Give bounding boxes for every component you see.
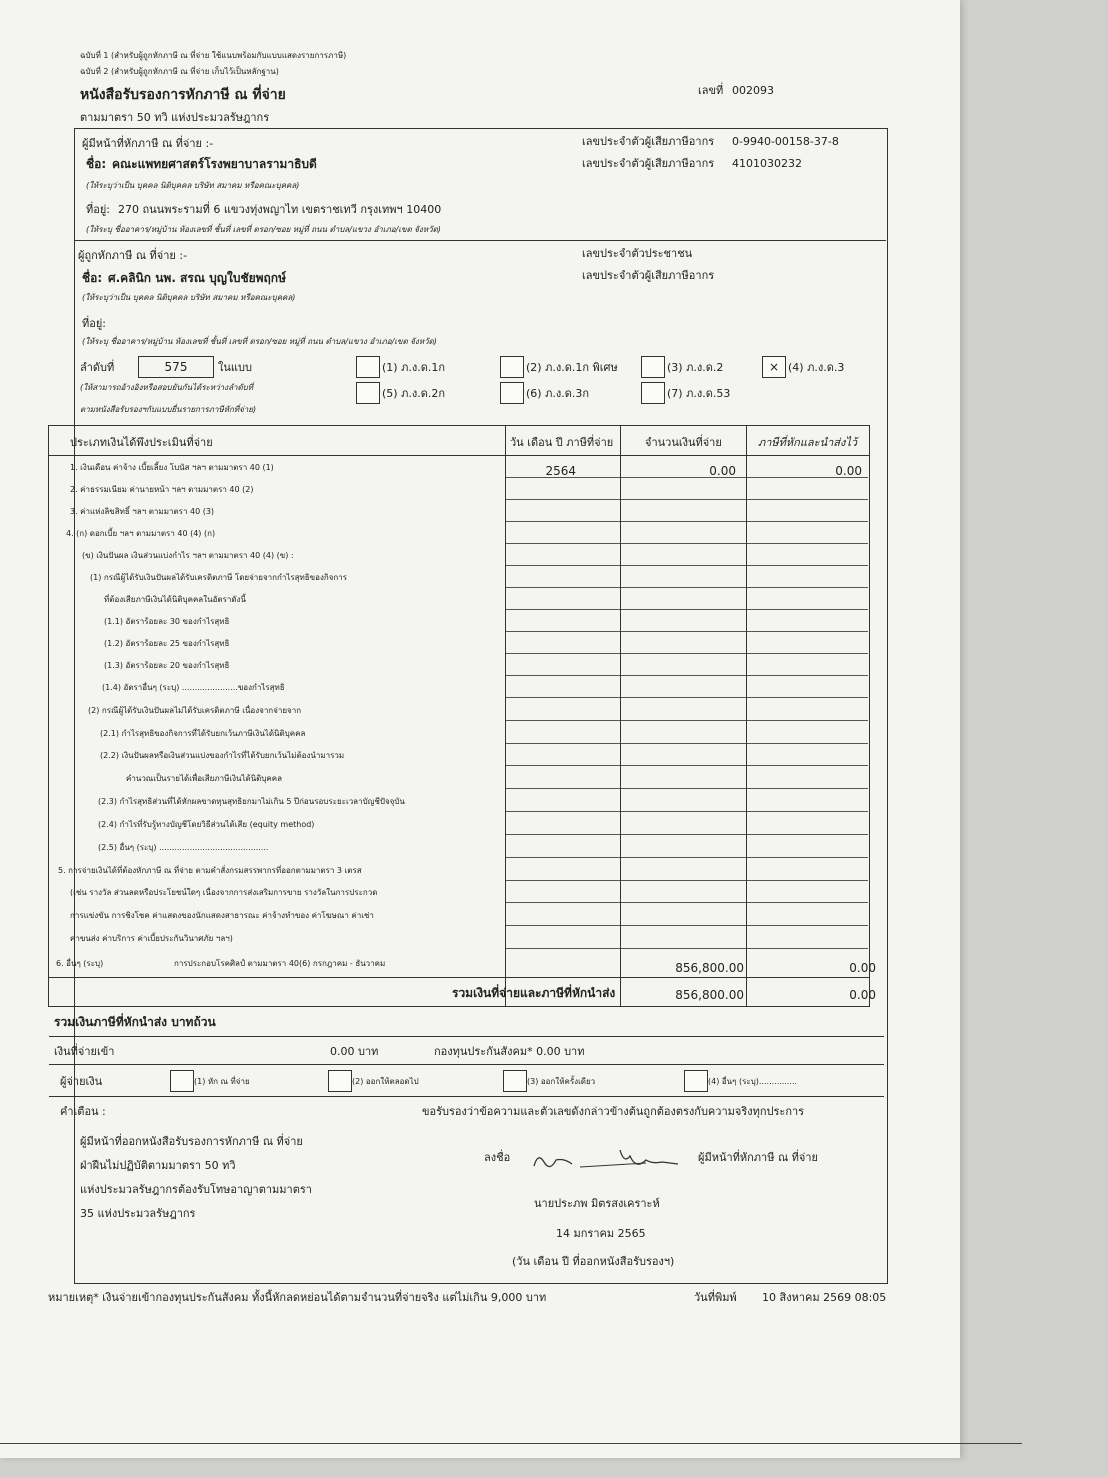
table-cell [621, 792, 746, 812]
form-checkbox-2[interactable] [500, 356, 524, 378]
total-label: รวมเงินที่จ่ายและภาษีที่หักนำส่ง [452, 986, 616, 1000]
warning-heading: คำเตือน : [60, 1105, 106, 1118]
table-cell [747, 883, 868, 903]
payer-option-2: (2) ออกให้ตลอดไป [352, 1077, 419, 1086]
row-label-4b13: (1.3) อัตราร้อยละ 20 ของกำไรสุทธิ [104, 661, 230, 670]
table-cell [506, 792, 620, 812]
form-checkbox-1[interactable] [356, 356, 380, 378]
table-cell [506, 480, 620, 500]
payer-option-checkbox-1[interactable] [170, 1070, 194, 1092]
row-label-4a: 4. (ก) ดอกเบี้ย ฯลฯ ตามมาตรา 40 (4) (ก) [66, 529, 216, 538]
row-1-amount: 0.00 [709, 464, 736, 478]
table-cell [747, 792, 868, 812]
doc-no-label: เลขที่ [698, 84, 724, 97]
signature [528, 1140, 698, 1176]
row-label-1: 1. เงินเดือน ค่าจ้าง เบี้ยเลี้ยง โบนัส ฯลฯ ตามมาตรา 40 (1) [70, 463, 274, 472]
payer-address-hint: (ให้ระบุ ชื่ออาคาร/หมู่บ้าน ห้องเลขที่ ชั้นที่ เลขที่ ตรอก/ซอย หมู่ที่ ถนน ตำบล/แขวง อำเภอ/เขต จังหวัด) [86, 225, 441, 234]
table-cell [506, 815, 620, 835]
row-label-4b23: (2.3) กำไรสุทธิส่วนที่ได้หักผลขาดทุนสุทธิยกมาไม่เกิน 5 ปีก่อนรอบระยะเวลาบัญชีปัจจุบัน [98, 797, 405, 806]
payer-option-3: (3) ออกให้ครั้งเดียว [527, 1077, 596, 1086]
row-label-4b2: (2) กรณีผู้ได้รับเงินปันผลไม่ได้รับเครดิตภาษี เนื่องจากจ่ายจาก [88, 706, 302, 715]
col-header-type: ประเภทเงินได้พึงประเมินที่จ่าย [70, 436, 213, 449]
total-divider [49, 977, 869, 978]
table-cell [747, 634, 868, 654]
table-cell [747, 546, 868, 566]
payer-address: 270 ถนนพระรามที่ 6 แขวงทุ่งพญาไท เขตราชเทวี กรุงเทพฯ 10400 [118, 203, 442, 216]
row-label-5-cont1: (เช่น รางวัล ส่วนลดหรือประโยชน์ใดๆ เนื่องจากการส่งเสริมการขาย รางวัลในการประกวด [70, 888, 378, 897]
warning-line-1: ผู้มีหน้าที่ออกหนังสือรับรองการหักภาษี ณ ที่จ่าย [80, 1135, 303, 1148]
payee-heading: ผู้ถูกหักภาษี ณ ที่จ่าย :- [78, 249, 188, 262]
certify-text: ขอรับรองว่าข้อความและตัวเลขดังกล่าวข้างต้นถูกต้องตรงกับความจริงทุกประการ [422, 1105, 805, 1118]
total-tax: 0.00 [849, 988, 876, 1002]
table-cell [621, 838, 746, 858]
signer-name: นายประภพ มิตรสงเคราะห์ [534, 1197, 660, 1210]
copy1-note: ฉบับที่ 1 (สำหรับผู้ถูกหักภาษี ณ ที่จ่าย ใช้แนบพร้อมกับแบบแสดงรายการภาษี) [80, 51, 347, 60]
print-date-label: วันที่พิมพ์ [694, 1291, 737, 1304]
seq-field[interactable]: 575 [138, 356, 214, 378]
document-subtitle: ตามมาตรา 50 ทวิ แห่งประมวลรัษฎากร [80, 111, 270, 124]
footer-note: หมายเหตุ* เงินจ่ายเข้ากองทุนประกันสังคม ทั้งนี้หักลดหย่อนได้ตามจำนวนที่จ่ายจริง แต่ไม่เกิน 9,000 บาท [48, 1291, 547, 1304]
row-label-6: 6. อื่นๆ (ระบุ) [56, 959, 104, 968]
payer-name-hint: (ให้ระบุว่าเป็น บุคคล นิติบุคคล บริษัท สมาคม หรือคณะบุคคล) [86, 181, 300, 190]
tax-words-label: รวมเงินภาษีที่หักนำส่ง บาทถ้วน [54, 1015, 216, 1029]
table-cell [747, 678, 868, 698]
row-label-4b21: (2.1) กำไรสุทธิของกิจการที่ได้รับยกเว้นภาษีเงินได้นิติบุคคล [100, 729, 306, 738]
table-cell [621, 524, 746, 544]
table-cell [747, 568, 868, 588]
table-cell [747, 929, 868, 949]
table-cell [747, 906, 868, 926]
row-label-5-cont3: ค่าขนส่ง ค่าบริการ ค่าเบี้ยประกันวินาศภัย ฯลฯ) [70, 934, 233, 943]
table-cell [747, 746, 868, 766]
seq-label: ลำดับที่ [80, 361, 115, 374]
table-cell [621, 861, 746, 881]
seq-hint-2: ตามหนังสือรับรองฯกับแบบยื่นรายการภาษีหักที่จ่าย) [80, 405, 257, 414]
certify-date-caption: (วัน เดือน ปี ที่ออกหนังสือรับรองฯ) [512, 1255, 675, 1268]
table-cell [621, 724, 746, 744]
social-fund: กองทุนประกันสังคม* 0.00 บาท [434, 1045, 585, 1058]
table-cell [506, 724, 620, 744]
table-cell [506, 502, 620, 522]
payer-taxid-label: เลขประจำตัวผู้เสียภาษีอากร [582, 135, 715, 148]
table-cell [621, 906, 746, 926]
row-6-amount: 856,800.00 [675, 961, 744, 975]
payer-name-label: ชื่อ: [86, 157, 107, 171]
row-6-description: การประกอบโรคศิลป์ ตามมาตรา 40(6) กรกฎาคม - ธันวาคม [174, 959, 386, 968]
table-cell [506, 701, 620, 721]
row-label-4b25: (2.5) อื่นๆ (ระบุ) ........................................... [98, 843, 269, 852]
row-1-date: 2564 [545, 464, 576, 478]
form-option-3: (3) ภ.ง.ด.2 [667, 361, 724, 374]
sign-label: ลงชื่อ [484, 1151, 511, 1164]
table-cell [621, 815, 746, 835]
table-cell [621, 634, 746, 654]
col-header-date: วัน เดือน ปี ภาษีที่จ่าย [510, 436, 614, 449]
table-cell [621, 883, 746, 903]
table-cell [621, 701, 746, 721]
form-option-2: (2) ภ.ง.ด.1ก พิเศษ [526, 361, 618, 374]
sign-role: ผู้มีหน้าที่หักภาษี ณ ที่จ่าย [698, 1151, 819, 1164]
fund-value: 0.00 บาท [330, 1045, 379, 1058]
row-label-4b: (ข) เงินปันผล เงินส่วนแบ่งกำไร ฯลฯ ตามมาตรา 40 (4) (ข) : [82, 551, 294, 560]
table-cell [506, 524, 620, 544]
table-cell [621, 769, 746, 789]
table-cell [506, 861, 620, 881]
table-cell [747, 838, 868, 858]
options-divider [49, 1096, 884, 1097]
table-cell [506, 656, 620, 676]
row-label-5-cont2: การแข่งขัน การชิงโชค ค่าแสดงของนักแสดงสาธารณะ ค่าจ้างทำของ ค่าโฆษณา ค่าเช่า [70, 911, 374, 920]
table-cell [506, 568, 620, 588]
form-checkbox-3[interactable] [641, 356, 665, 378]
table-cell [747, 612, 868, 632]
table-cell [747, 656, 868, 676]
table-cell [506, 883, 620, 903]
table-cell [506, 546, 620, 566]
table-cell [621, 929, 746, 949]
payer-address-label: ที่อยู่: [86, 203, 111, 216]
form-checkbox-7[interactable] [641, 382, 665, 404]
form-option-6: (6) ภ.ง.ด.3ก [526, 387, 589, 400]
row-label-4b22-cont: คำนวณเป็นรายได้เพื่อเสียภาษีเงินได้นิติบุคคล [126, 774, 283, 783]
row-label-4b11: (1.1) อัตราร้อยละ 30 ของกำไรสุทธิ [104, 617, 230, 626]
table-cell [747, 524, 868, 544]
total-amount: 856,800.00 [675, 988, 744, 1002]
row-1-tax: 0.00 [835, 464, 862, 478]
fund-bottom-divider [49, 1064, 884, 1065]
table-cell [747, 502, 868, 522]
form-option-7: (7) ภ.ง.ด.53 [667, 387, 731, 400]
table-cell [506, 678, 620, 698]
payer-heading: ผู้มีหน้าที่หักภาษี ณ ที่จ่าย :- [82, 137, 214, 150]
row-label-4b22: (2.2) เงินปันผลหรือเงินส่วนแบ่งของกำไรที่ได้รับยกเว้นไม่ต้องนำมารวม [100, 751, 345, 760]
fund-top-divider [49, 1036, 884, 1037]
payee-address-hint: (ให้ระบุ ชื่ออาคาร/หมู่บ้าน ห้องเลขที่ ชั้นที่ เลขที่ ตรอก/ซอย หมู่ที่ ถนน ตำบล/แขวง อำเภอ/เขต จังหวัด) [82, 337, 437, 346]
table-cell [506, 929, 620, 949]
table-cell [747, 861, 868, 881]
table-cell [747, 590, 868, 610]
col-header-amount: จำนวนเงินที่จ่าย [645, 436, 722, 449]
form-option-1: (1) ภ.ง.ด.1ก [382, 361, 445, 374]
payer-taxid2: 4101030232 [732, 157, 802, 170]
payer-option-label: ผู้จ่ายเงิน [60, 1075, 103, 1088]
table-cell [621, 746, 746, 766]
table-cell [506, 838, 620, 858]
payee-name: ศ.คลินิก นพ. สรณ บุญใบชัยพฤกษ์ [108, 271, 286, 285]
table-cell [621, 590, 746, 610]
table-cell [621, 612, 746, 632]
payer-divider [75, 240, 886, 241]
table-cell [506, 612, 620, 632]
table-cell [747, 724, 868, 744]
payer-option-checkbox-3[interactable] [503, 1070, 527, 1092]
seq-unit: ในแบบ [218, 361, 252, 374]
certify-date: 14 มกราคม 2565 [556, 1227, 646, 1240]
row-6-tax: 0.00 [849, 961, 876, 975]
row-label-4b24: (2.4) กำไรที่รับรู้ทางบัญชีโดยวิธีส่วนได้เสีย (equity method) [98, 820, 315, 829]
row-label-5: 5. การจ่ายเงินได้ที่ต้องหักภาษี ณ ที่จ่าย ตามคำสั่งกรมสรรพากรที่ออกตามมาตรา 3 เตรส [58, 866, 362, 875]
row-label-4b14: (1.4) อัตราอื่นๆ (ระบุ) ......................ของกำไรสุทธิ [102, 683, 285, 692]
fund-label: เงินที่จ่ายเข้า [54, 1045, 115, 1058]
row-label-3: 3. ค่าแห่งลิขสิทธิ์ ฯลฯ ตามมาตรา 40 (3) [70, 507, 215, 516]
row-label-4b1-cont: ที่ต้องเสียภาษีเงินได้นิติบุคคลในอัตราดังนี้ [104, 595, 246, 604]
row-label-4b1: (1) กรณีผู้ได้รับเงินปันผลได้รับเครดิตภาษี โดยจ่ายจากกำไรสุทธิของกิจการ [90, 573, 348, 582]
background-edge-line [0, 1443, 1022, 1444]
table-cell [747, 701, 868, 721]
seq-hint-1: (ให้สามารถอ้างอิงหรือสอบยันกันได้ระหว่างลำดับที่ [80, 383, 254, 392]
table-cell [506, 634, 620, 654]
table-cell [621, 678, 746, 698]
table-header-divider [49, 455, 869, 456]
col-header-tax: ภาษีที่หักและนำส่งไว้ [758, 436, 858, 449]
row-label-4b12: (1.2) อัตราร้อยละ 25 ของกำไรสุทธิ [104, 639, 230, 648]
document-title: หนังสือรับรองการหักภาษี ณ ที่จ่าย [80, 87, 286, 103]
payer-taxid: 0-9940-00158-37-8 [732, 135, 839, 148]
payer-option-4: (4) อื่นๆ (ระบุ)............... [708, 1077, 798, 1086]
payer-taxid2-label: เลขประจำตัวผู้เสียภาษีอากร [582, 157, 715, 170]
payee-name-hint: (ให้ระบุว่าเป็น บุคคล นิติบุคคล บริษัท สมาคม หรือคณะบุคคล) [82, 293, 296, 302]
table-cell [747, 480, 868, 500]
print-date: 10 สิงหาคม 2569 08:05 [762, 1291, 887, 1304]
form-checkbox-4[interactable]: × [762, 356, 786, 378]
form-checkbox-6[interactable] [500, 382, 524, 404]
table-cell [747, 815, 868, 835]
payee-name-label: ชื่อ: [82, 271, 103, 285]
form-option-4: (4) ภ.ง.ด.3 [788, 361, 845, 374]
payer-option-1: (1) หัก ณ ที่จ่าย [194, 1077, 250, 1086]
warning-line-4: 35 แห่งประมวลรัษฎากร [80, 1207, 196, 1220]
payee-taxid-label: เลขประจำตัวผู้เสียภาษีอากร [582, 269, 715, 282]
table-cell [621, 656, 746, 676]
payer-option-checkbox-2[interactable] [328, 1070, 352, 1092]
table-cell [506, 746, 620, 766]
payee-address-label: ที่อยู่: [82, 317, 107, 330]
table-cell [747, 769, 868, 789]
doc-no: 002093 [732, 84, 774, 97]
form-checkbox-5[interactable] [356, 382, 380, 404]
form-option-5: (5) ภ.ง.ด.2ก [382, 387, 445, 400]
table-cell [506, 769, 620, 789]
payer-name: คณะแพทยศาสตร์โรงพยาบาลรามาธิบดี [112, 157, 317, 171]
table-cell [621, 568, 746, 588]
payee-citizen-label: เลขประจำตัวประชาชน [582, 247, 693, 260]
warning-line-2: ฝ่าฝืนไม่ปฏิบัติตามมาตรา 50 ทวิ [80, 1159, 236, 1172]
table-cell [506, 906, 620, 926]
table-cell [621, 546, 746, 566]
copy2-note: ฉบับที่ 2 (สำหรับผู้ถูกหักภาษี ณ ที่จ่าย เก็บไว้เป็นหลักฐาน) [80, 67, 279, 76]
table-cell [506, 590, 620, 610]
table-cell [621, 502, 746, 522]
payer-option-checkbox-4[interactable] [684, 1070, 708, 1092]
warning-line-3: แห่งประมวลรัษฎากรต้องรับโทษอาญาตามมาตรา [80, 1183, 312, 1196]
row-label-2: 2. ค่าธรรมเนียม ค่านายหน้า ฯลฯ ตามมาตรา 40 (2) [70, 485, 254, 494]
table-cell [621, 480, 746, 500]
